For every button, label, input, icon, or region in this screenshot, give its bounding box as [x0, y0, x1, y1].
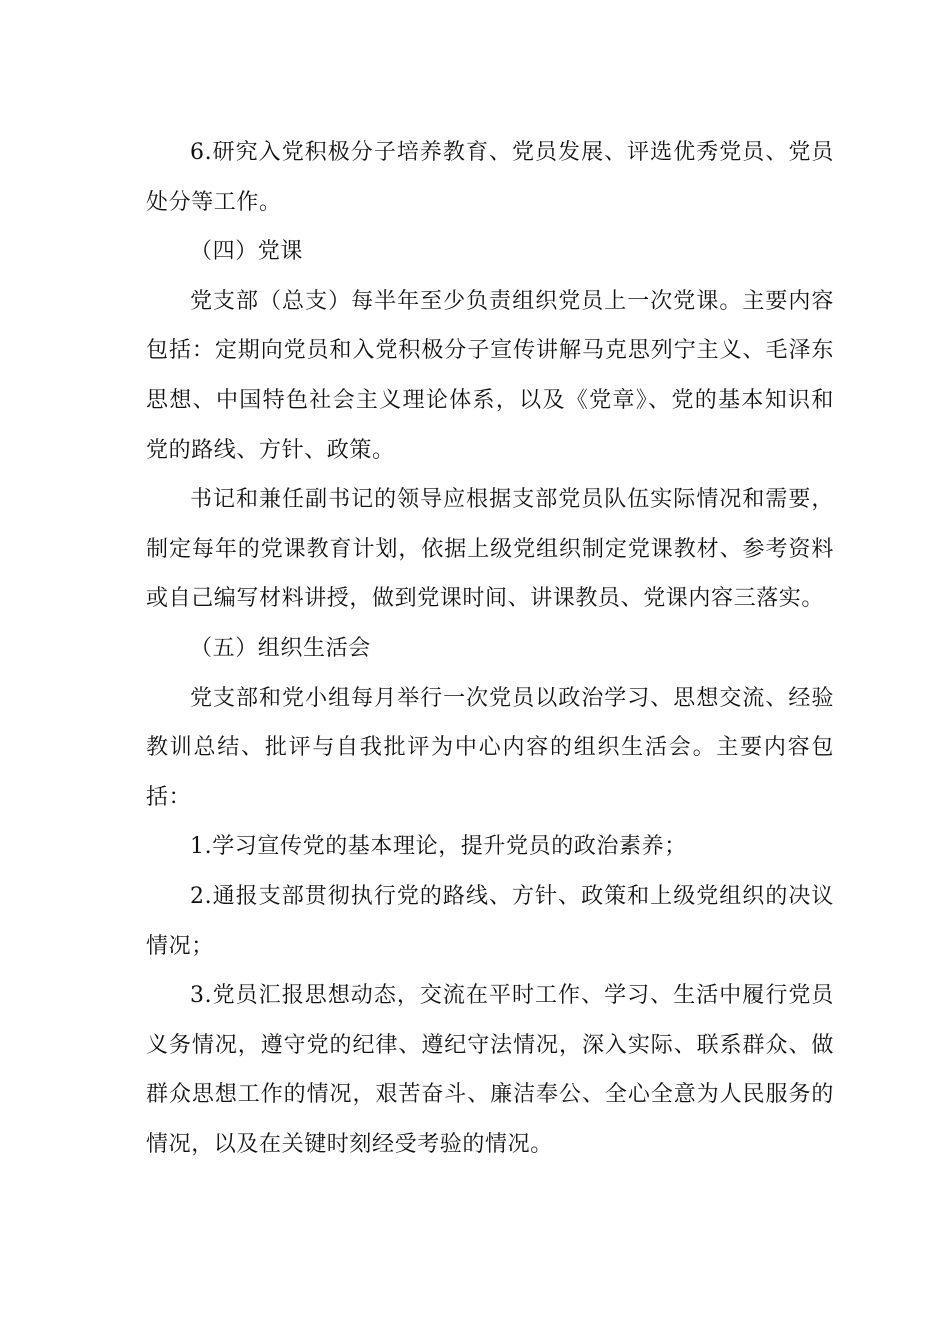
- section-heading-party-lecture: （四）党课: [190, 239, 304, 265]
- document-body: [146, 128, 834, 1169]
- paragraph-item-6: 6.研究入党积极分子培养教育、党员发展、评选优秀党员、党员处分等工作。: [146, 140, 834, 215]
- paragraph-lecture-plan: 书记和兼任副书记的领导应根据支部党员队伍实际情况和需要，制定每年的党课教育计划，依据上级党组织制定党课教材、参考资料或自己编写材料讲授，做到党课时间、讲课教员、党课内容三落实。: [146, 487, 834, 612]
- paragraph-item-2: 2.通报支部贯彻执行党的路线、方针、政策和上级党组织的决议情况；: [146, 883, 834, 959]
- section-heading-organizational-life-meeting: （五）组织生活会: [190, 635, 371, 661]
- paragraph-item-3: 3.党员汇报思想动态，交流在平时工作、学习、生活中履行党员义务情况，遵守党的纪律、遵纪守法情况，深入实际、联系群众、做群众思想工作的情况，艰苦奋斗、廉洁奉公、全心全意为人民服务的情况，以及在关键时刻经受考验的情况。: [146, 983, 834, 1157]
- paragraph-item-1: 1.学习宣传党的基本理论，提升党员的政治素养；: [190, 834, 687, 860]
- paragraph-party-lecture-content: 党支部（总支）每半年至少负责组织党员上一次党课。主要内容包括：定期向党员和入党积极分子宣传讲解马克思列宁主义、毛泽东思想、中国特色社会主义理论体系，以及《党章》、党的基本知识和党的路线、方针、政策。: [146, 288, 834, 463]
- paragraph-meeting-intro: 党支部和党小组每月举行一次党员以政治学习、思想交流、经验教训总结、批评与自我批评为中心内容的组织生活会。主要内容包括：: [146, 685, 834, 810]
